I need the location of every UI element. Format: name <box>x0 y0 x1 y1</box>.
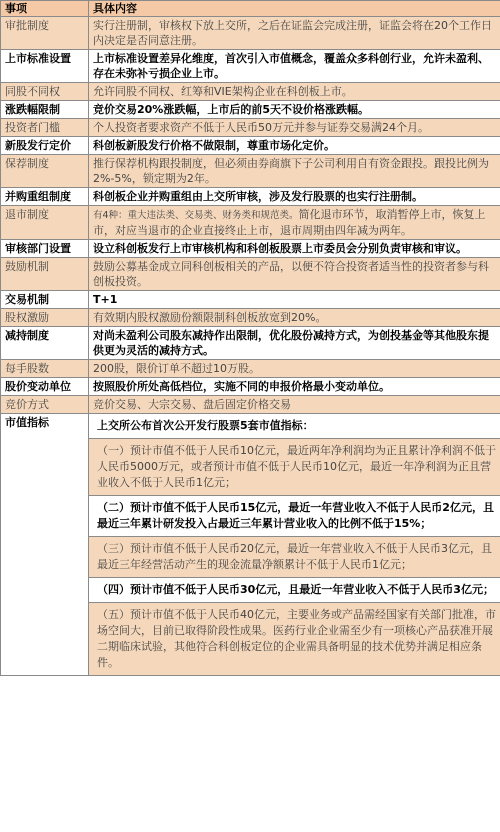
row-item: 减持制度 <box>1 327 89 360</box>
row-item: 投资者门槛 <box>1 119 89 137</box>
market-cap-standard: （四）预计市值不低于人民币30亿元，且最近一年营业收入不低于人民币3亿元； <box>89 578 500 603</box>
row-item: 退市制度 <box>1 206 89 240</box>
row-item: 涨跌幅限制 <box>1 101 89 119</box>
table-row <box>1 50 500 83</box>
row-item: 每手股数 <box>1 360 89 378</box>
market-cap-standard: （一）预计市值不低于人民币10亿元，最近两年净利润均为正且累计净利润不低于人民币5000万元，或者预计市值不低于人民币10亿元，最近一年净利润为正且营业收入不低于人民币1亿元； <box>89 439 500 496</box>
row-content <box>89 206 500 240</box>
market-cap-standard: （五）预计市值不低于人民币40亿元，主要业务或产品需经国家有关部门批准，市场空间大，目前已取得阶段性成果。医药行业企业需至少有一项核心产品获准开展二期临床试验，其他符合科创板定位的企业需具备明显的技术优势并满足相应条件。 <box>89 603 500 676</box>
row-item: 新股发行定价 <box>1 137 89 155</box>
table-row <box>1 119 500 137</box>
table-row <box>1 17 500 50</box>
row-content-main: 简化退市环节，取消暂停上市，恢复上市，对应当退市的企业直接终止上市，退市周期由四年减为两年。 <box>93 208 486 237</box>
table-row <box>1 291 500 309</box>
row-item: 并购重组制度 <box>1 188 89 206</box>
header-content: 具体内容 <box>89 1 500 17</box>
row-content: 竞价交易20%涨跌幅，上市后的前5天不设价格涨跌幅。 <box>89 101 500 119</box>
row-item: 审核部门设置 <box>1 240 89 258</box>
row-item: 股权激励 <box>1 309 89 327</box>
row-content: 按照股价所处高低档位，实施不同的申报价格最小变动单位。 <box>89 378 500 396</box>
market-cap-intro-row <box>1 414 500 439</box>
row-content: 实行注册制，审核权下放上交所，之后在证监会完成注册，证监会将在20个工作日内决定是否同意注册。 <box>89 17 500 50</box>
row-item: 同股不同权 <box>1 83 89 101</box>
row-item: 鼓励机制 <box>1 258 89 291</box>
table-row <box>1 327 500 360</box>
row-content: 对尚未盈利公司股东减持作出限制，优化股份减持方式，为创投基金等其他股东提供更为灵活的减持方式。 <box>89 327 500 360</box>
row-item: 上市标准设置 <box>1 50 89 83</box>
table-row <box>1 155 500 188</box>
row-content-lead: 有4种：重大违法类、交易类、财务类和规范类。 <box>93 210 299 221</box>
table-row <box>1 309 500 327</box>
table-row <box>1 240 500 258</box>
table-header <box>1 1 500 17</box>
row-item: 保荐制度 <box>1 155 89 188</box>
header-item: 事项 <box>1 1 89 17</box>
table-row <box>1 258 500 291</box>
row-content: 200股，限价订单不超过10万股。 <box>89 360 500 378</box>
table-row <box>1 206 500 240</box>
table-row <box>1 101 500 119</box>
row-item: 股价变动单位 <box>1 378 89 396</box>
row-content: 科创板新股发行价格不做限制，尊重市场化定价。 <box>89 137 500 155</box>
row-content: 科创板企业并购重组由上交所审核，涉及发行股票的也实行注册制。 <box>89 188 500 206</box>
table-row <box>1 83 500 101</box>
table-row <box>1 378 500 396</box>
row-item: 交易机制 <box>1 291 89 309</box>
market-cap-item: 市值指标 <box>1 414 89 676</box>
table-row <box>1 396 500 414</box>
row-content: 上市标准设置差异化维度，首次引入市值概念，覆盖众多科创行业，允许未盈利、存在未弥补亏损企业上市。 <box>89 50 500 83</box>
row-content: 设立科创板发行上市审核机构和科创板股票上市委员会分别负责审核和审议。 <box>89 240 500 258</box>
table-row <box>1 137 500 155</box>
market-cap-intro: 上交所公布首次公开发行股票5套市值指标： <box>89 414 500 439</box>
row-content: 个人投资者要求资产不低于人民币50万元并参与证券交易满24个月。 <box>89 119 500 137</box>
row-content: 有效期内股权激励份额限制科创板放宽到20%。 <box>89 309 500 327</box>
row-item: 竞价方式 <box>1 396 89 414</box>
row-content: 竞价交易、大宗交易、盘后固定价格交易 <box>89 396 500 414</box>
table-row <box>1 188 500 206</box>
market-cap-standard: （三）预计市值不低于人民币20亿元，最近一年营业收入不低于人民币3亿元，且最近三年经营活动产生的现金流量净额累计不低于人民币1亿元； <box>89 537 500 578</box>
row-content: 鼓励公募基金成立同科创板相关的产品，以便不符合投资者适当性的投资者参与科创板投资。 <box>89 258 500 291</box>
row-item: 审批制度 <box>1 17 89 50</box>
row-content: 允许同股不同权、红筹和VIE架构企业在科创板上市。 <box>89 83 500 101</box>
row-content: T+1 <box>89 291 500 309</box>
table-row <box>1 360 500 378</box>
market-cap-standard: （二）预计市值不低于人民币15亿元，最近一年营业收入不低于人民币2亿元，且最近三年累计研发投入占最近三年累计营业收入的比例不低于15%； <box>89 496 500 537</box>
row-content: 推行保荐机构跟投制度，但必须由券商旗下子公司利用自有资金跟投。跟投比例为2%-5%，锁定期为2年。 <box>89 155 500 188</box>
